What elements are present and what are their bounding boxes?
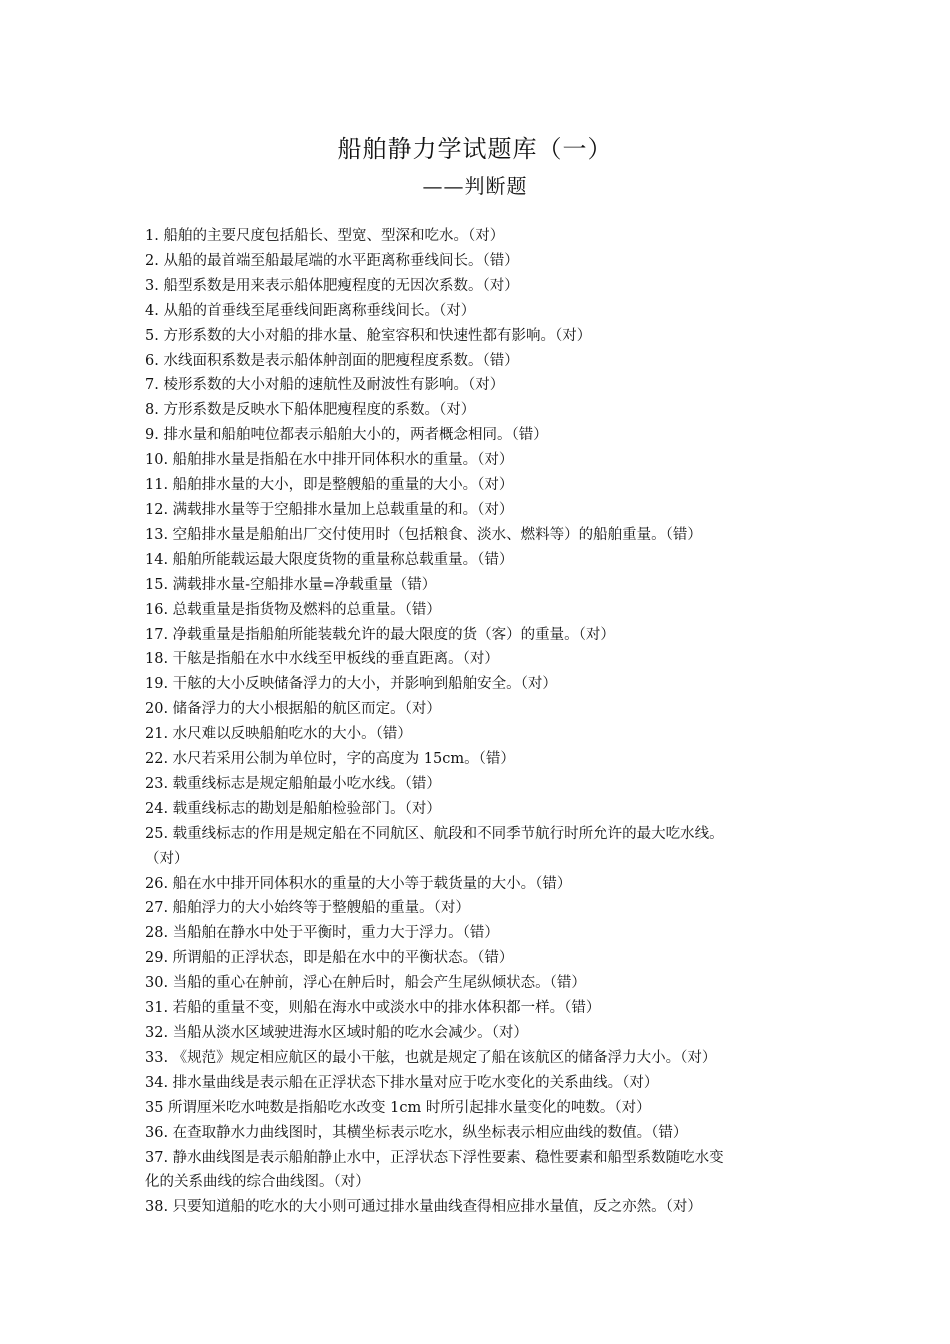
question-text: 5. 方形系数的大小对船的排水量、舱室容积和快速性都有影响。（对） [145, 327, 592, 344]
document-subtitle: ——判断题 [422, 174, 528, 198]
question-item [145, 573, 815, 598]
question-item [145, 1146, 815, 1196]
question-text: 1. 船舶的主要尺度包括船长、型宽、型深和吃水。（对） [145, 228, 505, 244]
question-text: 18. 干舷是指船在水中水线至甲板线的垂直距离。（对） [145, 651, 499, 668]
question-item [145, 647, 815, 672]
question-item [145, 249, 815, 274]
question-text: 3. 船型系数是用来表示船体肥瘦程度的无因次系数。（对） [145, 277, 519, 294]
question-item [145, 1121, 815, 1146]
question-text: 30. 当船的重心在舯前，浮心在舯后时，船会产生尾纵倾状态。（错） [145, 975, 586, 992]
question-text: 25. 载重线标志的作用是规定船在不同航区、航段和不同季节航行时所允许的最大吃水线。 [145, 825, 724, 842]
question-item [145, 423, 815, 448]
question-text: 37. 静水曲线图是表示船舶静止水中，正浮状态下浮性要素、稳性要素和船型系数随吃水变 [145, 1149, 724, 1166]
question-item [145, 921, 815, 946]
question-text: 16. 总载重量是指货物及燃料的总重量。（错） [145, 601, 441, 618]
question-text: 21. 水尺难以反映船舶吃水的大小。（错） [145, 726, 412, 743]
question-text: 29. 所谓船的正浮状态，即是船在水中的平衡状态。（错） [145, 950, 514, 967]
question-text-continued: （对） [145, 850, 189, 867]
question-item [145, 623, 815, 648]
question-text: 20. 储备浮力的大小根据船的航区而定。（对） [145, 701, 441, 718]
question-item [145, 996, 815, 1021]
question-item [145, 598, 815, 623]
question-item [145, 224, 815, 249]
question-item [145, 672, 815, 697]
question-item [145, 722, 815, 747]
question-item [145, 274, 815, 299]
question-text: 8. 方形系数是反映水下船体肥瘦程度的系数。（对） [145, 402, 476, 419]
question-item [145, 498, 815, 523]
question-text: 23. 载重线标志是规定船舶最小吃水线。（错） [145, 775, 441, 792]
question-text: 35 所谓厘米吃水吨数是指船吃水改变 1cm 时所引起排水量变化的吨数。（对） [145, 1099, 651, 1116]
question-item [145, 822, 815, 872]
question-text-continued: 化的关系曲线的综合曲线图。（对） [145, 1174, 370, 1191]
document-title: 船舶静力学试题库（一） [337, 135, 613, 163]
question-item [145, 473, 815, 498]
question-item [145, 797, 815, 822]
question-text: 31. 若船的重量不变，则船在海水中或淡水中的排水体积都一样。（错） [145, 1000, 601, 1017]
question-text: 13. 空船排水量是船舶出厂交付使用时（包括粮食、淡水、燃料等）的船舶重量。（错） [145, 526, 702, 543]
question-item [145, 548, 815, 573]
question-text: 27. 船舶浮力的大小始终等于整艘船的重量。（对） [145, 900, 470, 917]
question-item [145, 946, 815, 971]
question-text: 14. 船舶所能载运最大限度货物的重量称总载重量。（错） [145, 551, 514, 568]
question-item [145, 896, 815, 921]
question-text: 4. 从船的首垂线至尾垂线间距离称垂线间长。（对） [145, 302, 476, 319]
question-text: 38. 只要知道船的吃水的大小则可通过排水量曲线查得相应排水量值，反之亦然。（对） [145, 1199, 702, 1216]
question-text: 24. 载重线标志的勘划是船舶检验部门。（对） [145, 800, 441, 817]
question-text: 7. 棱形系数的大小对船的速航性及耐波性有影响。（对） [145, 377, 505, 394]
question-text: 34. 排水量曲线是表示船在正浮状态下排水量对应于吃水变化的关系曲线。（对） [145, 1074, 659, 1091]
question-item [145, 1195, 815, 1220]
question-text: 2. 从船的最首端至船最尾端的水平距离称垂线间长。（错） [145, 252, 519, 269]
question-item [145, 324, 815, 349]
question-text: 15. 满载排水量-空船排水量=净载重量（错） [145, 576, 437, 593]
question-item [145, 398, 815, 423]
question-item [145, 1071, 815, 1096]
question-text: 36. 在查取静水力曲线图时，其横坐标表示吃水，纵坐标表示相应曲线的数值。（错） [145, 1124, 688, 1141]
question-list [145, 224, 815, 1220]
question-item [145, 747, 815, 772]
question-item [145, 349, 815, 374]
question-text: 9. 排水量和船舶吨位都表示船舶大小的，两者概念相同。（错） [145, 427, 548, 444]
question-text: 19. 干舷的大小反映储备浮力的大小，并影响到船舶安全。（对） [145, 676, 557, 693]
question-item [145, 448, 815, 473]
question-item [145, 772, 815, 797]
question-item [145, 872, 815, 897]
question-item [145, 373, 815, 398]
question-text: 12. 满载排水量等于空船排水量加上总载重量的和。（对） [145, 501, 514, 518]
question-item [145, 697, 815, 722]
question-text: 17. 净载重量是指船舶所能装载允许的最大限度的货（客）的重量。（对） [145, 626, 615, 643]
question-text: 22. 水尺若采用公制为单位时，字的高度为 15cm。（错） [145, 751, 515, 768]
question-item [145, 1096, 815, 1121]
question-text: 11. 船舶排水量的大小，即是整艘船的重量的大小。（对） [145, 477, 514, 494]
question-item [145, 299, 815, 324]
question-text: 26. 船在水中排开同体积水的重量的大小等于载货量的大小。（错） [145, 875, 572, 892]
question-item [145, 523, 815, 548]
question-text: 10. 船舶排水量是指船在水中排开同体积水的重量。（对） [145, 452, 514, 469]
question-text: 6. 水线面积系数是表示船体舯剖面的肥瘦程度系数。（错） [145, 352, 519, 369]
question-text: 33. 《规范》规定相应航区的最小干舷，也就是规定了船在该航区的储备浮力大小。（对） [145, 1049, 717, 1066]
question-text: 28. 当船舶在静水中处于平衡时，重力大于浮力。（错） [145, 925, 499, 942]
question-text: 32. 当船从淡水区域驶进海水区域时船的吃水会减少。（对） [145, 1025, 528, 1041]
question-item [145, 1021, 815, 1046]
question-item [145, 971, 815, 996]
question-item [145, 1046, 815, 1071]
